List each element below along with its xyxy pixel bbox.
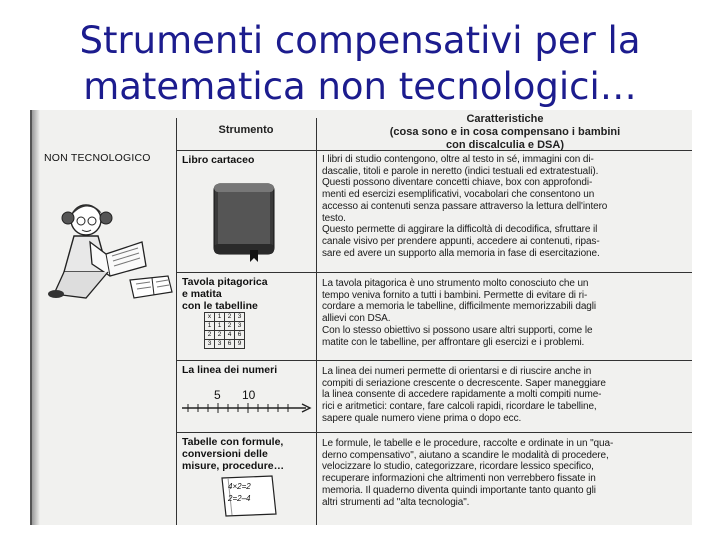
desc-line: I libri di studio contengono, oltre al testo in sé, immagini con di- bbox=[322, 154, 594, 165]
desc-line: La linea dei numeri permette di orientarsi e di riuscire anche in bbox=[322, 366, 592, 377]
column-divider-2 bbox=[316, 118, 317, 525]
grid-cell: 3 bbox=[235, 322, 245, 331]
tool-line: La linea dei numeri bbox=[182, 364, 278, 376]
desc-line: testo. bbox=[322, 212, 346, 224]
tool-line: e matita bbox=[182, 288, 222, 300]
grid-cell: 4 bbox=[225, 331, 235, 340]
desc-line: matite con le tabelline, per affrontare gli esercizi e i problemi. bbox=[322, 336, 585, 348]
tool-tabelle-formule bbox=[182, 436, 310, 472]
tool-line: Libro cartaceo bbox=[182, 154, 255, 166]
grid-cell: 1 bbox=[215, 322, 225, 331]
slide-title bbox=[0, 18, 720, 110]
tool-line: misure, procedure… bbox=[182, 460, 285, 472]
desc-line: altri strumenti ad "alta tecnologia". bbox=[322, 496, 470, 508]
tool-tavola-pitagorica bbox=[182, 276, 310, 312]
desc-line: canale visivo per prendere appunti, accedere ai contenuti, ripas- bbox=[322, 235, 600, 247]
row-divider-2 bbox=[176, 360, 692, 361]
desc-line: dascalie, titoli e parole in neretto (indici testuali ed extratestuali). bbox=[322, 165, 599, 177]
number-line-icon bbox=[182, 400, 312, 416]
desc-line: tempo veniva fornito a tutti i bambini. Permette di evitare di ri- bbox=[322, 289, 588, 301]
slide-title-line-1: Strumenti compensativi per la bbox=[79, 19, 641, 62]
desc-tabelle-formule bbox=[322, 438, 688, 508]
grid-cell: 6 bbox=[225, 340, 235, 349]
grid-cell: 2 bbox=[205, 331, 215, 340]
grid-cell: x bbox=[205, 313, 215, 322]
grid-cell: 2 bbox=[215, 331, 225, 340]
grid-cell: 6 bbox=[235, 331, 245, 340]
tool-linea-dei-numeri bbox=[182, 364, 310, 376]
slide-title-line-2: matematica non tecnologici… bbox=[83, 65, 637, 108]
desc-line: Con lo stesso obiettivo si possono usare altri supporti, come le bbox=[322, 324, 593, 336]
grid-cell: 1 bbox=[215, 313, 225, 322]
tool-line: Tabelle con formule, bbox=[182, 436, 284, 448]
scanned-table bbox=[30, 110, 692, 525]
grid-cell: 9 bbox=[235, 340, 245, 349]
desc-line: Le formule, le tabelle e le procedure, raccolte e ordinate in un "qua- bbox=[322, 438, 614, 449]
number-line-label-5: 5 bbox=[214, 388, 221, 402]
grid-cell: 3 bbox=[235, 313, 245, 322]
desc-line: la linea consente di accedere rapidamente a molti compiti nume- bbox=[322, 389, 602, 401]
tool-line: conversioni delle bbox=[182, 448, 268, 460]
girl-reading-illustration bbox=[46, 194, 176, 306]
notebook-line-1: 4×2=2 bbox=[228, 482, 251, 491]
scan-edge-shadow bbox=[32, 110, 40, 525]
desc-line: memoria. Il quaderno diventa quindi importante tanto quanto gli bbox=[322, 484, 596, 496]
desc-line: compiti di seriazione crescente o decrescente. Saper maneggiare bbox=[322, 377, 606, 389]
grid-cell: 3 bbox=[215, 340, 225, 349]
header-caratteristiche-sub-1: (cosa sono e in cosa compensano i bambini bbox=[389, 126, 621, 138]
desc-line: rici e aritmetici: contare, fare calcoli rapidi, ricordare le tabelline, bbox=[322, 401, 597, 413]
header-caratteristiche bbox=[322, 113, 688, 152]
desc-line: cordare a memoria le tabelline, difficilmente memorizzabili dagli bbox=[322, 301, 596, 313]
desc-linea-dei-numeri bbox=[322, 366, 688, 425]
desc-line: derno compensativo", aiutano a scandire le modalità di procedere, bbox=[322, 449, 609, 461]
grid-cell: 2 bbox=[225, 322, 235, 331]
header-strumento: Strumento bbox=[218, 124, 274, 136]
book-icon bbox=[210, 180, 280, 262]
tool-line: con le tabelline bbox=[182, 300, 258, 312]
desc-line: La tavola pitagorica è uno strumento molto conosciuto che un bbox=[322, 278, 589, 289]
desc-line: menti ed esercizi esemplificativi, vocabolari che consentono un bbox=[322, 189, 595, 201]
multiplication-grid bbox=[204, 312, 245, 349]
tool-line: Tavola pitagorica bbox=[182, 276, 268, 288]
desc-line: allievi con DSA. bbox=[322, 313, 391, 325]
desc-line: Questo permette di aggirare la difficoltà di decodifica, sfruttare il bbox=[322, 224, 598, 236]
grid-cell: 3 bbox=[205, 340, 215, 349]
row-divider-1 bbox=[176, 272, 692, 273]
desc-line: sapere quale numero viene prima o dopo ecc. bbox=[322, 412, 522, 424]
number-line-label-10: 10 bbox=[242, 388, 256, 402]
row-divider-3 bbox=[176, 432, 692, 433]
desc-tavola-pitagorica bbox=[322, 278, 688, 348]
grid-cell: 1 bbox=[205, 322, 215, 331]
desc-line: accesso ai contenuti senza passare attraverso la lettura dell'intero bbox=[322, 200, 608, 212]
desc-libro-cartaceo bbox=[322, 154, 688, 259]
desc-line: recuperare informazioni che altrimenti non verrebbero fissate in bbox=[322, 473, 596, 485]
tool-libro-cartaceo bbox=[182, 154, 310, 166]
notebook-line-2: 2=2–4 bbox=[228, 494, 251, 503]
column-divider-1 bbox=[176, 118, 177, 525]
grid-cell: 2 bbox=[225, 313, 235, 322]
desc-line: Questi possono diventare concetti chiave, box con approfondi- bbox=[322, 177, 593, 189]
category-label: NON TECNOLOGICO bbox=[44, 152, 151, 164]
desc-line: velocizzare lo studio, categorizzare, ricordare lessico specifico, bbox=[322, 461, 594, 473]
header-caratteristiche-title: Caratteristiche bbox=[466, 113, 544, 125]
header-caratteristiche-sub-2: con discalculia e DSA) bbox=[446, 139, 564, 151]
desc-line: sare ed avere un supporto alla memoria in fase di esercitazione. bbox=[322, 247, 600, 259]
